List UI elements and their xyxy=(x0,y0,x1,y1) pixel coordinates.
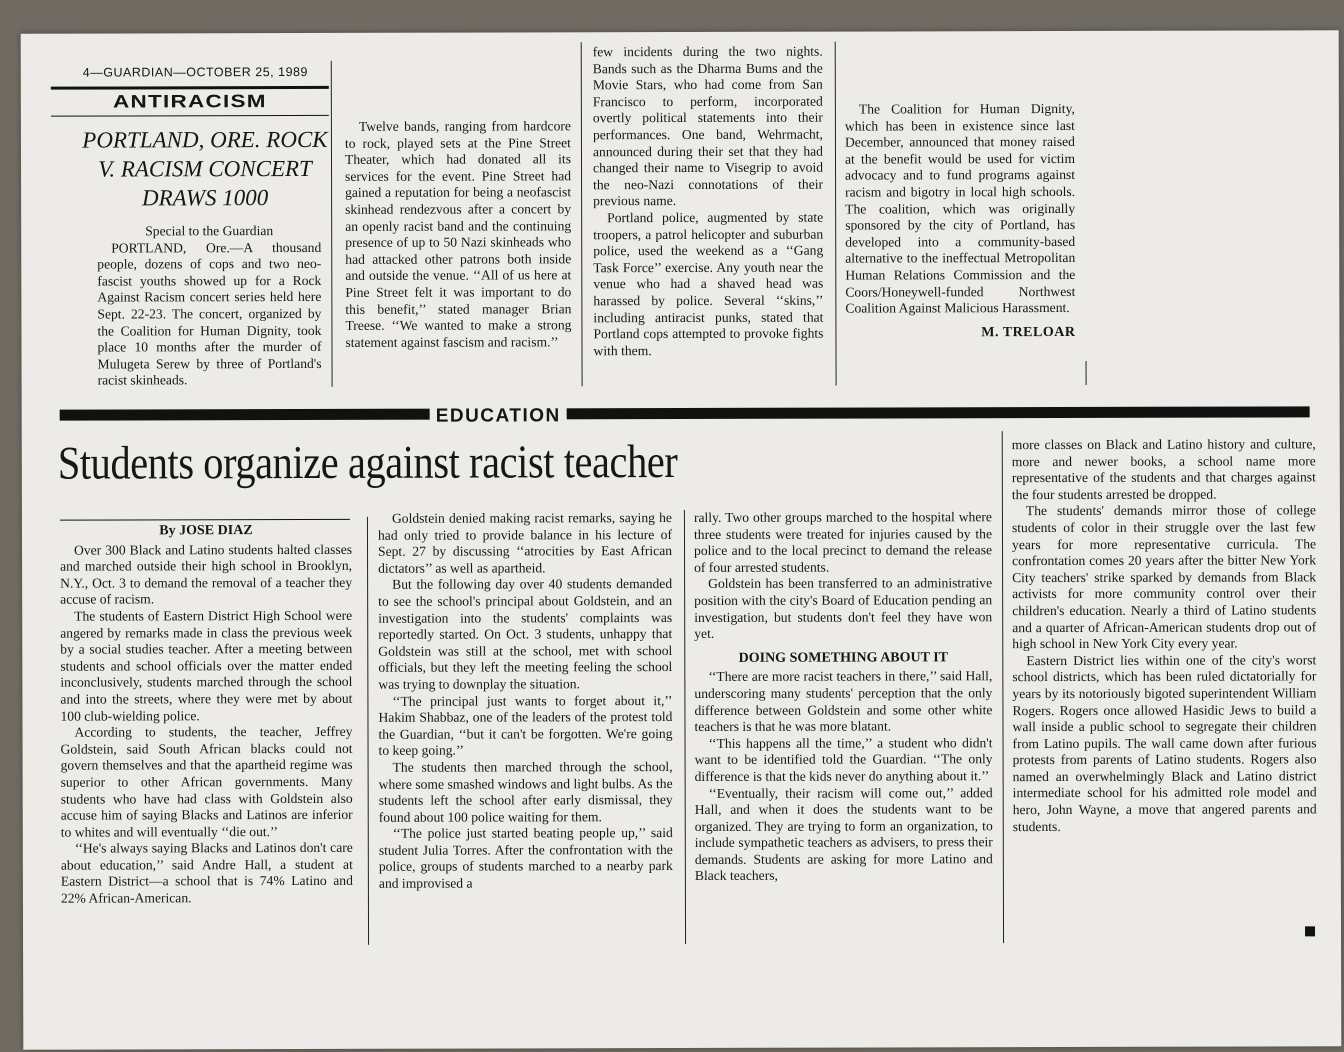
article2-column-1 xyxy=(60,523,353,907)
paragraph: But the following day over 40 students demanded to see the school's principal about Goldstein, and an investigation into the students' complaints was reportedly started. On Oct. 3 students, unhappy that Goldstein was still at the school, met with school officials, but they left the meeting feeling the school was trying to downplay the situation. xyxy=(378,576,673,692)
end-of-story-mark xyxy=(1305,926,1315,936)
dateline-credit: Special to the Guardian xyxy=(145,223,274,239)
column-rule xyxy=(581,42,583,386)
section-label-antiracism: ANTIRACISM xyxy=(112,91,267,112)
article2-column-2 xyxy=(378,510,673,892)
author-signature: M. TRELOAR xyxy=(981,324,1076,340)
paragraph: Goldstein has been transferred to an administrative position with the city's Board of Education pending an investigation, but students don't feel they have won yet. xyxy=(694,575,993,642)
article1-headline: PORTLAND, ORE. ROCK V. RACISM CONCERT DRAWS 1000 xyxy=(82,126,328,211)
section-rule-bottom xyxy=(51,115,329,117)
paragraph: Over 300 Black and Latino students halted classes and marched outside their high school in Brooklyn, N.Y., Oct. 3 to demand the removal of a teacher they accuse of racism. xyxy=(60,541,353,608)
paragraph: ‘‘There are more racist teachers in there,’’ said Hall, underscoring many students' perception that the only difference between Goldstein and some other white teachers is that he was more blatant. xyxy=(694,668,993,735)
column-rule xyxy=(684,510,686,944)
byline: By JOSE DIAZ xyxy=(159,523,253,539)
newspaper-clipping xyxy=(21,30,1342,1049)
article1-column-3 xyxy=(593,44,824,360)
article1-column-4 xyxy=(845,101,1076,342)
article2-headline: Students organize against racist teacher xyxy=(57,436,678,490)
paragraph: The students' demands mirror those of college students of color in their struggle over the last few years for more representative curricula. The confrontation comes 20 years after the bitter New York City teachers' strike sparked by demands from Black activists for more community control over their children's education. Nearly a third of Latino students and a quarter of African-American students drop out of high school in New York City every year. xyxy=(1011,502,1317,652)
paragraph: few incidents during the two nights. Bands such as the Dharma Bums and the Movie Stars, who had come from San Francisco to perform, incorporated overtly political statements into their performances. One band, Wehrmacht, announced during their set that they had changed their name to Visegrip to avoid the neo-Nazi connotations of their previous name. xyxy=(592,43,824,209)
paragraph: According to students, the teacher, Jeffrey Goldstein, said South African blacks could not govern themselves and that the apartheid regime was superior to other African governments. Many students who have had class with Goldstein also accuse him of saying Blacks and Latinos are inferior to whites and will eventually ‘‘die out.’’ xyxy=(60,723,353,840)
section-bar-education xyxy=(60,406,1310,420)
paragraph: PORTLAND, Ore.—A thousand people, dozens of cops and two neo-fascist youths showed up for a Rock Against Racism concert series held here Sept. 22-23. The concert, organized by the Coalition for Human Dignity, took place 10 months after the murder of Mulugeta Serew by three of Portland's racist skinheads. xyxy=(97,239,322,388)
article2-column-4 xyxy=(1012,436,1317,835)
paragraph: The students of Eastern District High School were angered by remarks made in class the previous week by a social studies teacher. After a meeting between students and school officials over the matter ended inconclusively, students marched through the school and into the streets, where they were met by about 100 club-wielding police. xyxy=(60,607,353,724)
paragraph: The Coalition for Human Dignity, which has been in existence since last December, announced that money raised at the benefit would be used for victim advocacy and to fund programs against racism and bigotry in local high schools. The coalition, which was originally sponsored by the city of Portland, has developed into a community-based alternative to the ineffectual Metropolitan Human Relations Commission and the Coors/Honeywell-funded Northwest Coalition Against Malicious Harassment. xyxy=(844,100,1076,316)
column-rule xyxy=(367,517,369,945)
column-rule xyxy=(835,42,837,386)
subhead: DOING SOMETHING ABOUT IT xyxy=(738,650,949,666)
section-label-education: EDUCATION xyxy=(430,406,567,426)
paragraph: ‘‘He's always saying Blacks and Latinos don't care about education,’’ said Andre Hall, a student at Eastern District—a school that is 74% Latino and 22% African-American. xyxy=(60,840,353,906)
column-rule xyxy=(1002,431,1004,943)
paragraph: ‘‘Eventually, their racism will come out,’’ added Hall, and when it does the students want to be organized. They are trying to form an organization, to include sympathetic teachers as advisers, to press their demands. Students are asking for more Latino and Black teachers, xyxy=(694,784,993,884)
article1-column-2 xyxy=(345,118,572,351)
byline-rule xyxy=(60,519,350,521)
paragraph: Twelve bands, ranging from hardcore to rock, played sets at the Pine Street Theater, which had donated all its services for the event. Pine Street had gained a reputation for being a neofascist skinhead rendezvous after a concert by an openly racist band and the continuing presence of up to 50 Nazi skinheads who had attacked other patrons both inside and outside the venue. ‘‘All of us here at Pine Street felt it was important to do this benefit,’’ stated manager Brian Treese. ‘‘We wanted to make a strong statement against fascism and racism.’’ xyxy=(344,118,572,350)
paragraph: ‘‘The police just started beating people up,’’ said student Julia Torres. After the confrontation with the police, groups of students marched to a nearby park and improvised a xyxy=(378,825,673,891)
paragraph: Eastern District lies within one of the city's worst school districts, which has been ruled dictatorially for years by its notoriously bigoted superintendent William Rogers. Rogers once allowed Hasidic Jews to build a wall inside a public school to segregate their children from Latino pupils. The wall came down after furious protests from parents of Latino students. Rogers also named an overwhelmingly Black and Latino district intermediate school for his admitted role model and hero, John Wayne, a move that angered parents and students. xyxy=(1012,652,1317,834)
paragraph: Portland police, augmented by state troopers, a patrol helicopter and suburban police, used the weekend as a ‘‘Gang Task Force’’ exercise. Any youth near the venue who had a shaved head was harassed by police. Several ‘‘skins,’’ including antiracist punks, stated that Portland cops attempted to provoke fights with them. xyxy=(593,209,824,358)
folio: 4—GUARDIAN—OCTOBER 25, 1989 xyxy=(82,64,308,80)
paragraph: The students then marched through the school, where some smashed windows and light bulbs. As the students left the school after early dismissal, they found about 100 police waiting for them. xyxy=(378,758,673,825)
article2-column-3 xyxy=(694,509,993,885)
paragraph: ‘‘This happens all the time,’’ a student who didn't want to be identified told the Guardian. ‘‘The only difference is that the kids never do anything about it.’’ xyxy=(694,734,993,784)
paragraph: more classes on Black and Latino history and culture, more and newer books, a school name more representative of the students and that charges against the four students arrested be dropped. xyxy=(1011,436,1316,502)
paragraph: Goldstein denied making racist remarks, saying he had only tried to provide balance in his lecture of Sept. 27 by discussing ‘‘atrocities by East African dictators’’ as well as apartheid. xyxy=(377,510,673,576)
column-rule xyxy=(1086,361,1087,385)
paragraph: rally. Two other groups marched to the hospital where three students were treated for injuries caused by the police and to the local precinct to demand the release of four arrested students. xyxy=(693,509,993,575)
section-rule-top xyxy=(51,86,329,90)
paragraph: ‘‘The principal just wants to forget about it,’’ Hakim Shabbaz, one of the leaders of the protest told the Guardian, ‘‘but it can't be forgotten. We're going to keep going.’’ xyxy=(378,692,673,759)
article1-column-1 xyxy=(97,223,321,390)
